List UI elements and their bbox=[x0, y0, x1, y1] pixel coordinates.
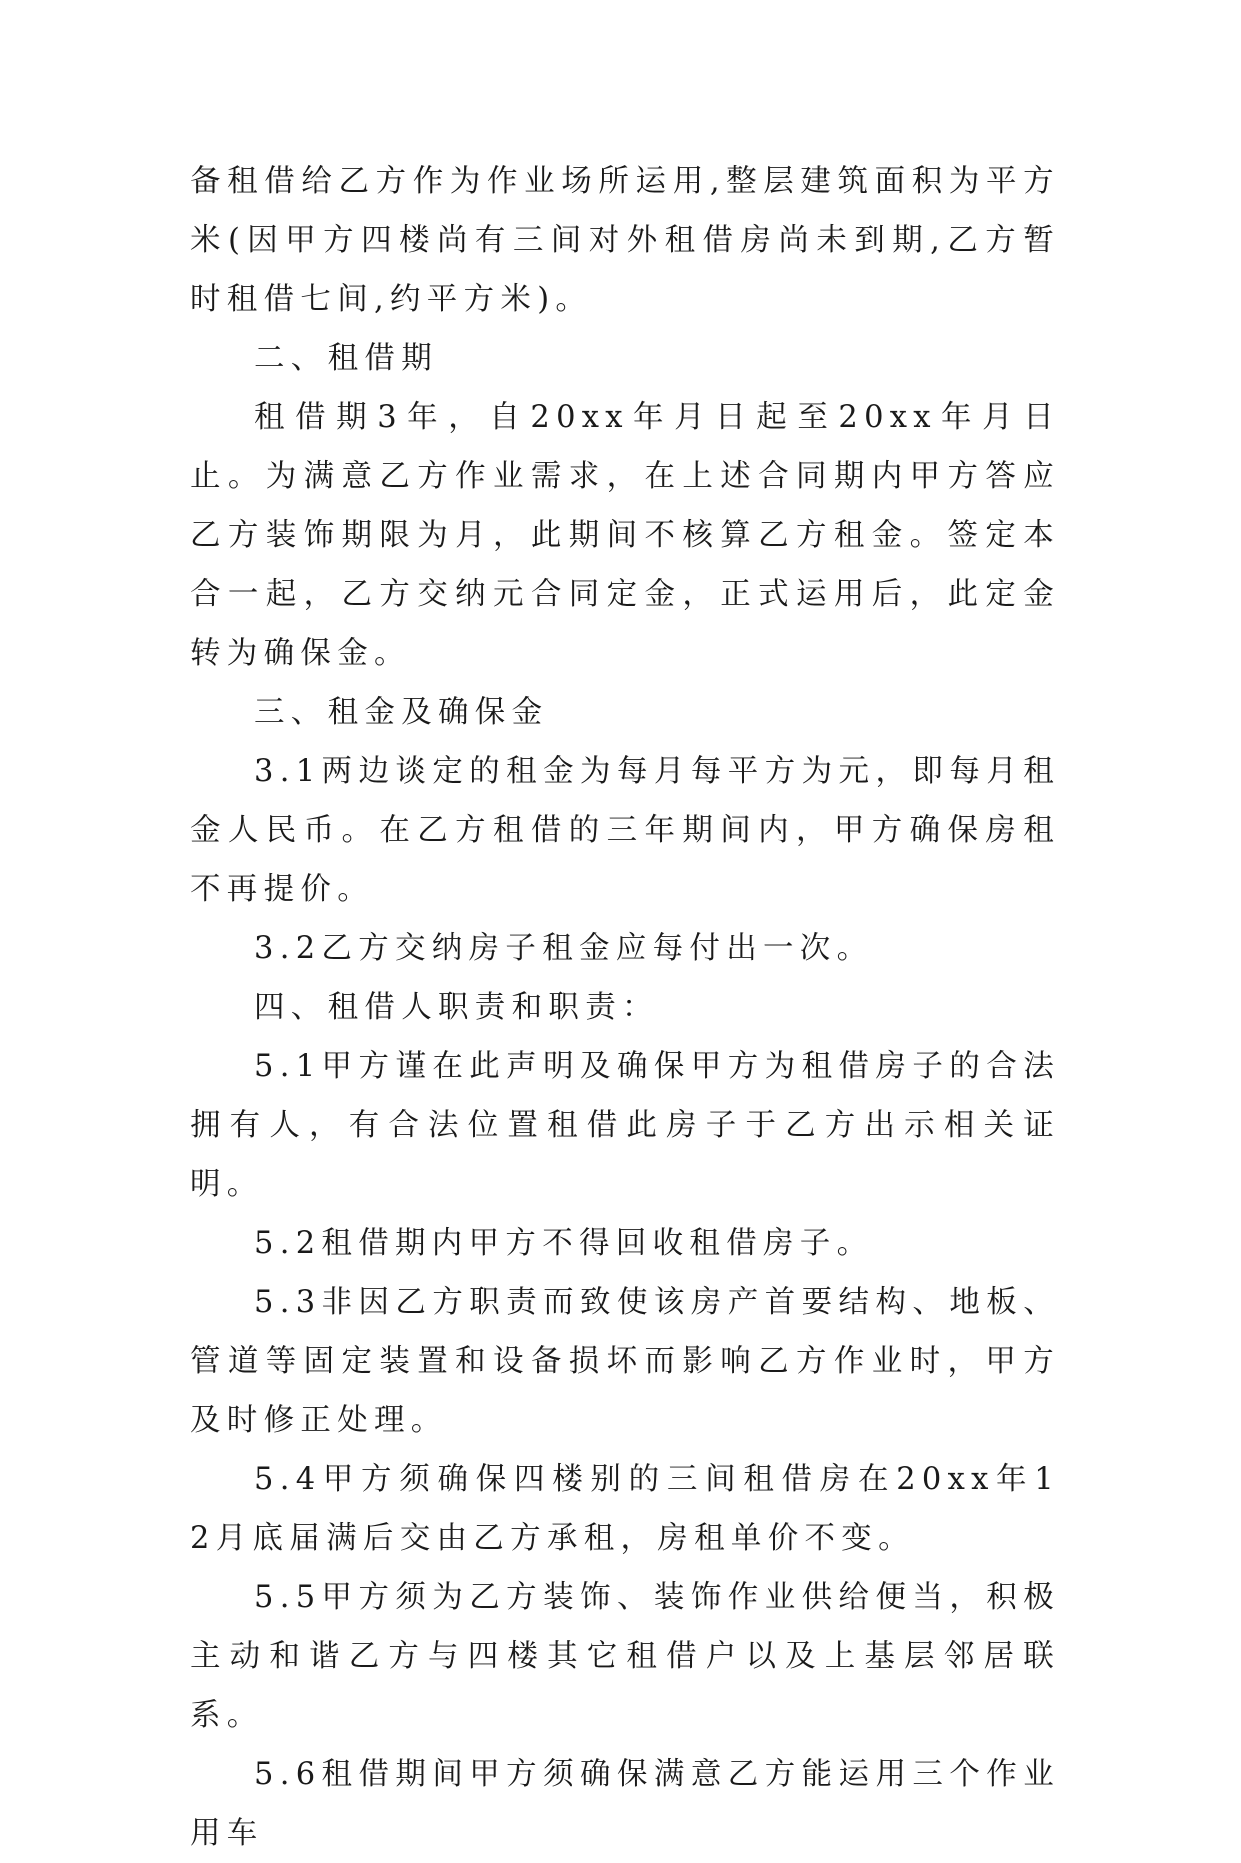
paragraph-lease-term: 租借期3年，自20xx年月日起至20xx年月日止。为满意乙方作业需求，在上述合同期内甲方答应乙方装饰期限为月，此期间不核算乙方租金。签定本合一起，乙方交纳元合同定金，正式运用后，此定金转为确保金。 bbox=[190, 400, 1060, 671]
section-heading-duties: 四、租借人职责和职责： bbox=[254, 990, 659, 1025]
section-heading-lease-term: 二、租借期 bbox=[254, 341, 438, 376]
document-body bbox=[190, 152, 1060, 1863]
clause-5-2: 5.2租借期内甲方不得回收租借房子。 bbox=[254, 1226, 874, 1261]
clause-5-5: 5.5甲方须为乙方装饰、装饰作业供给便当，积极主动和谐乙方与四楼其它租借户以及上基层邻居联系。 bbox=[190, 1580, 1060, 1733]
section-heading-rent-deposit: 三、租金及确保金 bbox=[254, 695, 549, 730]
clause-5-4: 5.4甲方须确保四楼别的三间租借房在20xx年12月底届满后交由乙方承租，房租单价不变。 bbox=[190, 1462, 1060, 1556]
clause-3-1: 3.1两边谈定的租金为每月每平方为元，即每月租金人民币。在乙方租借的三年期间内，甲方确保房租不再提价。 bbox=[190, 754, 1060, 907]
clause-5-6: 5.6租借期间甲方须确保满意乙方能运用三个作业用车 bbox=[190, 1757, 1060, 1851]
clause-3-2: 3.2乙方交纳房子租金应每付出一次。 bbox=[254, 931, 874, 966]
clause-5-3: 5.3非因乙方职责而致使该房产首要结构、地板、管道等固定装置和设备损坏而影响乙方作业时，甲方及时修正处理。 bbox=[190, 1285, 1060, 1438]
paragraph-intro-continued: 备租借给乙方作为作业场所运用,整层建筑面积为平方米(因甲方四楼尚有三间对外租借房尚未到期,乙方暂时租借七间,约平方米)。 bbox=[190, 164, 1060, 317]
clause-5-1: 5.1甲方谨在此声明及确保甲方为租借房子的合法拥有人，有合法位置租借此房子于乙方出示相关证明。 bbox=[190, 1049, 1060, 1202]
